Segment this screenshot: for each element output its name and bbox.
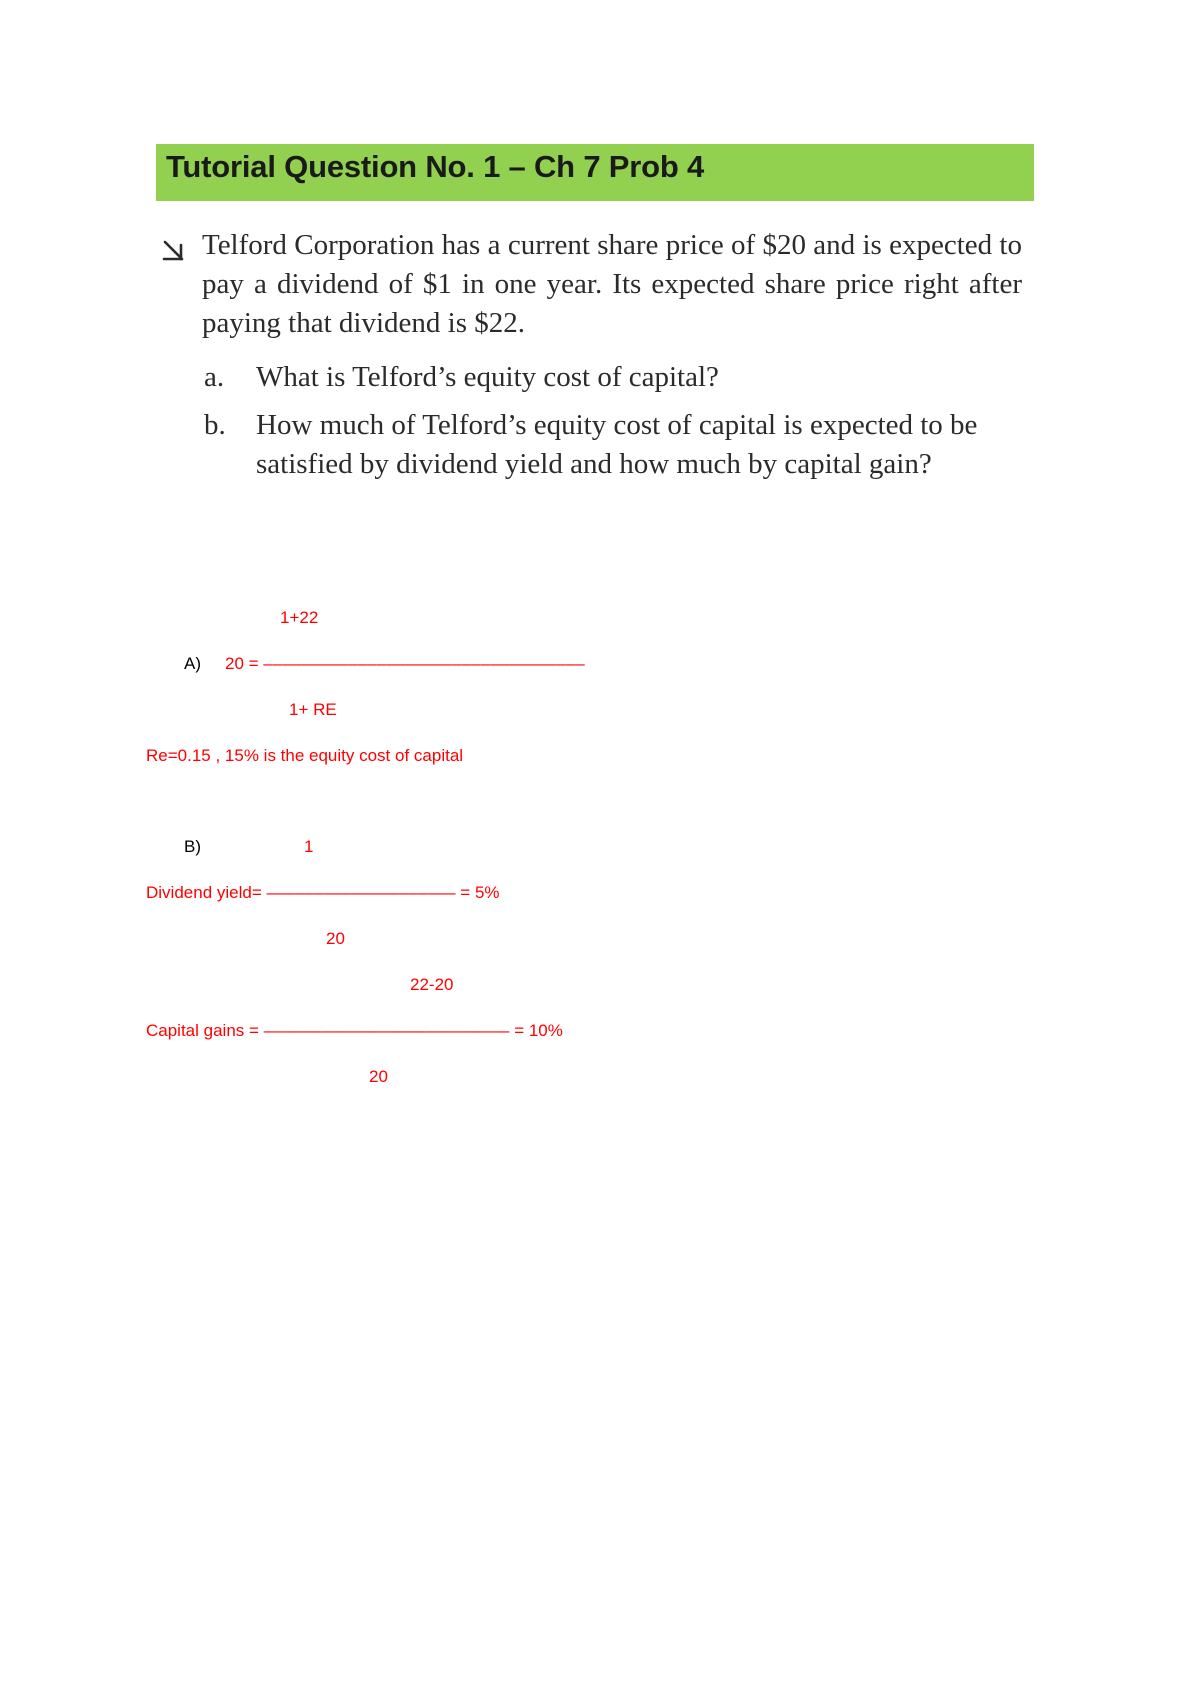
sub-question-a-letter: a.: [204, 361, 225, 393]
capital-gains-denominator: 20: [369, 1067, 388, 1086]
capital-gains-equation: Capital gains = –––––––––––––––––––––––––– = 10%: [146, 1021, 563, 1040]
dividend-yield-denominator: 20: [326, 929, 345, 948]
sub-question-a-text: What is Telford’s equity cost of capital?: [256, 361, 719, 393]
answer-a-equation: 20 = ––––––––––––––––––––––––––––––––––: [225, 654, 585, 673]
answer-a-label: A): [184, 654, 201, 673]
page-title: Tutorial Question No. 1 – Ch 7 Prob 4: [166, 149, 705, 184]
title-banner: [156, 144, 1034, 201]
answer-a-result: Re=0.15 , 15% is the equity cost of capital: [146, 746, 464, 765]
sub-question-b-letter: b.: [204, 409, 226, 441]
arrow-down-right-icon: [160, 238, 188, 266]
dividend-yield-equation: Dividend yield= –––––––––––––––––––– = 5%: [146, 883, 500, 902]
answer-a-numerator: 1+22: [280, 608, 319, 627]
sub-question-b-text: How much of Telford’s equity cost of capital is expected to be satisfied by dividend yield and how much by capital gain?: [256, 409, 978, 480]
answer-b-label: B): [184, 837, 201, 856]
capital-gains-numerator: 22-20: [410, 975, 454, 994]
answer-a-denominator: 1+ RE: [289, 700, 337, 719]
question-text: Telford Corporation has a current share price of $20 and is expected to pay a dividend of $1 in one year. Its expected share price right after paying that dividend is $22.: [202, 229, 1022, 339]
dividend-yield-numerator: 1: [304, 837, 314, 856]
